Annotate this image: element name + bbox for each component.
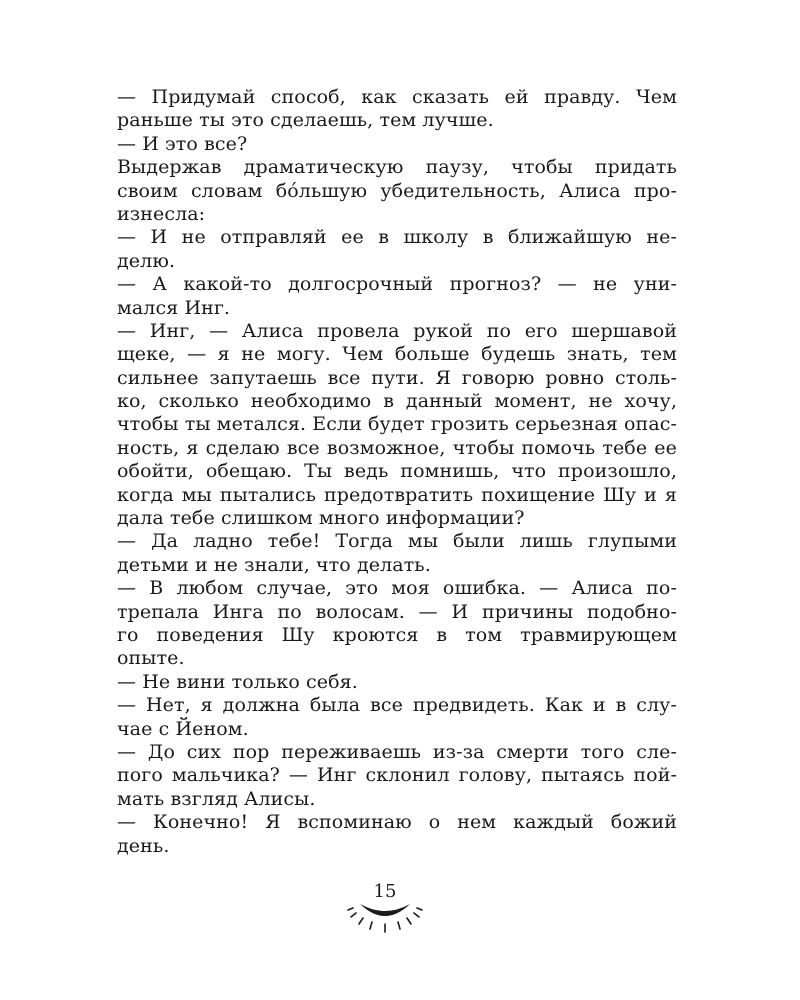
text-line: — В любом случае, это моя ошибка. — Алиса по- <box>117 577 677 600</box>
text-line: сильнее запутаешь все пути. Я говорю ровно столь- <box>117 366 677 389</box>
text-line: — А какой-то долгосрочный прогноз? — не уни- <box>117 273 677 296</box>
text-line: — Конечно! Я вспоминаю о нем каждый божий <box>117 811 677 834</box>
text-line: — Придумай способ, как сказать ей правду. Чем <box>117 86 677 108</box>
text-line: — До сих пор переживаешь из-за смерти того сле- <box>117 740 677 763</box>
text-line: ко, сколько необходимо в данный момент, не хочу, <box>117 390 677 413</box>
page-number: 15 <box>373 881 397 902</box>
text-line: своим словам бóльшую убедительность, Алиса про- <box>117 179 677 202</box>
text-line: — И это все? <box>117 132 248 155</box>
text-line: обойти, обещаю. Ты ведь помнишь, что произошло, <box>117 460 677 483</box>
text-line: пого мальчика? — Инг склонил голову, пытаясь пой- <box>117 764 677 787</box>
text-line: — Да ладно тебе! Тогда мы были лишь глупыми <box>117 530 677 553</box>
text-line: детьми и не знали, что делать. <box>117 553 431 576</box>
body-text <box>117 86 677 858</box>
text-line: опыте. <box>117 647 185 670</box>
text-line: дала тебе слишком много информации? <box>117 507 525 530</box>
text-line: — Не вини только себя. <box>117 670 358 693</box>
text-line: мался Инг. <box>117 296 231 319</box>
text-line: чае с Йеном. <box>117 717 249 740</box>
text-line: мать взгляд Алисы. <box>117 787 316 810</box>
text-line: — Инг, — Алиса провела рукой по его шершавой <box>117 319 677 342</box>
text-line: ность, я сделаю все возможное, чтобы помочь тебе ее <box>117 436 677 459</box>
text-line: чтобы ты метался. Если будет грозить серьезная опас- <box>117 413 678 436</box>
text-line: изнесла: <box>117 202 206 225</box>
text-line: — И не отправляй ее в школу в ближайшую не- <box>117 226 677 249</box>
text-line: трепала Инга по волосам. — И причины подобно- <box>117 600 677 623</box>
text-line: — Нет, я должна была все предвидеть. Как и в слу- <box>117 694 677 717</box>
text-line: делю. <box>117 249 176 272</box>
text-line: раньше ты это сделаешь, тем лучше. <box>117 109 494 132</box>
text-line: щеке, — я не могу. Чем больше будешь знать, тем <box>117 343 677 366</box>
text-line: Выдержав драматическую паузу, чтобы придать <box>117 156 677 179</box>
crescent-moon-icon <box>340 898 430 938</box>
page-footer <box>340 880 430 950</box>
text-line: день. <box>117 834 170 857</box>
text-line: когда мы пытались предотвратить похищение Шу и я <box>117 483 677 506</box>
text-line: го поведения Шу кроются в том травмирующем <box>117 623 677 646</box>
